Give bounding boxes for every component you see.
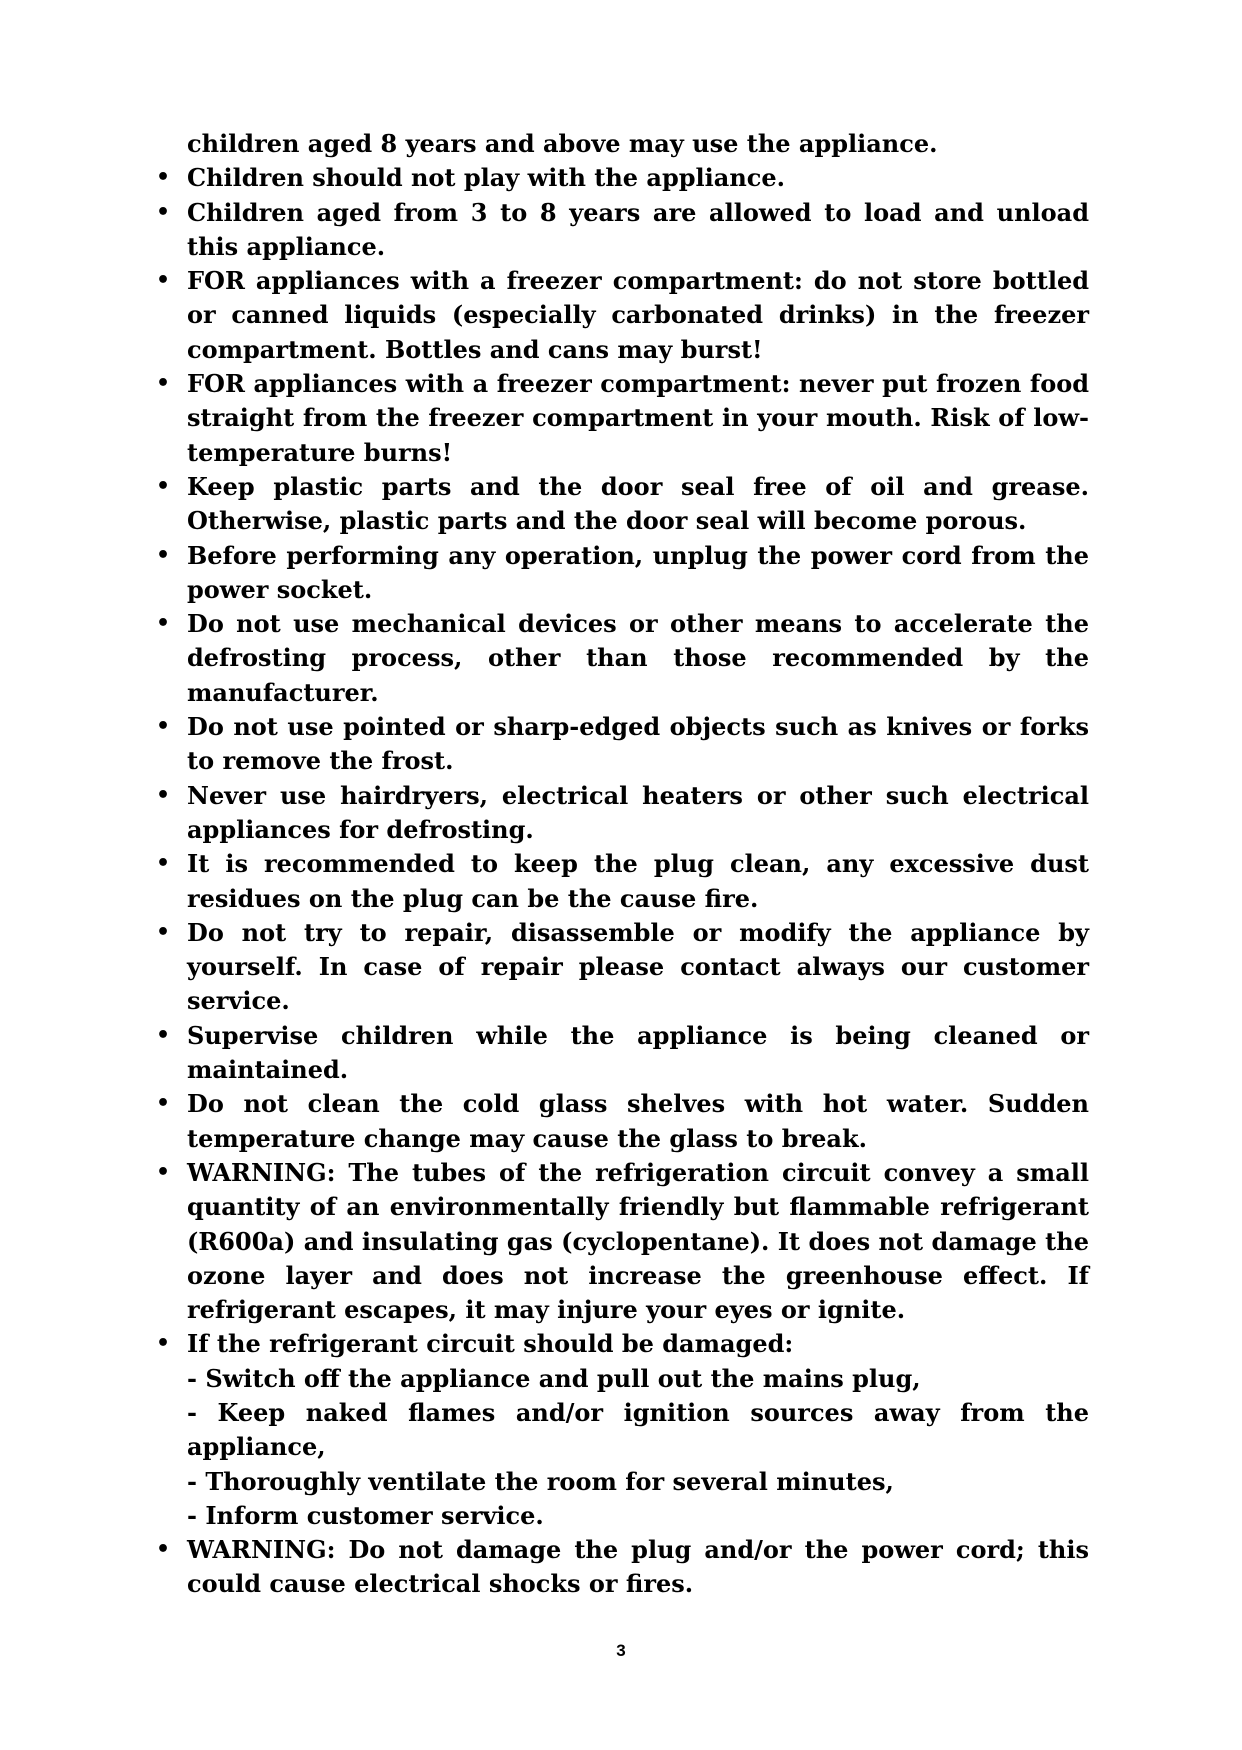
bullet-item [155,1019,1089,1088]
bullet-glyph: • [155,371,171,397]
bullet-glyph: • [155,1022,171,1048]
bullet-text: Supervise children while the appliance is being cleaned or maintained. [187,1020,1089,1085]
bullet-item [155,847,1089,916]
bullet-glyph: • [155,1159,171,1185]
bullet-glyph: • [155,473,171,499]
continuation-text: children aged 8 years and above may use the appliance. [187,129,938,158]
bullet-glyph: • [155,611,171,637]
safety-bullet-list [155,161,1089,1601]
bullet-glyph: • [155,268,171,294]
bullet-item [155,196,1089,265]
bullet-text: It is recommended to keep the plug clean, any excessive dust residues on the plug can be the cause fire. [187,849,1089,913]
bullet-item [155,916,1089,1019]
bullet-glyph: • [155,714,171,740]
bullet-text: Children should not play with the appliance. [187,163,786,193]
damaged-circuit-intro: If the refrigerant circuit should be damaged: [187,1329,794,1359]
bullet-text: Do not clean the cold glass shelves with hot water. Sudden temperature change may cause the glass to break. [187,1089,1089,1153]
bullet-text: Do not use mechanical devices or other means to accelerate the defrosting process, other than those recommended by the manufacturer. [187,609,1089,707]
bullet-item [155,779,1089,848]
bullet-text: FOR appliances with a freezer compartment: do not store bottled or canned liquids (especially carbonated drinks) in the freezer compartment. Bottles and cans may burst! [187,266,1089,364]
damaged-circuit-step: - Inform customer service. [187,1500,544,1530]
bullet-item [155,710,1089,779]
bullet-glyph: • [155,919,171,945]
bullet-text: WARNING: The tubes of the refrigeration circuit convey a small quantity of an environmentally friendly but flammable refrigerant (R600a) and insulating gas (cyclopentane). It does not damage the ozone layer and does not increase the greenhouse effect. If refrigerant escapes, it may injure your eyes or ignite. [187,1157,1089,1325]
bullet-glyph: • [155,1091,171,1117]
bullet-item [155,161,1089,195]
bullet-item [155,539,1089,608]
bullet-text: Before performing any operation, unplug the power cord from the power socket. [187,540,1089,604]
bullet-item-damaged-circuit [155,1327,1089,1533]
bullet-glyph: • [155,782,171,808]
page-number: 3 [616,1641,626,1660]
bullet-text: Do not use pointed or sharp-edged objects such as knives or forks to remove the frost. [187,712,1089,776]
bullet-text: FOR appliances with a freezer compartment: never put frozen food straight from the freezer compartment in your mouth. Risk of low-temperature burns! [187,369,1089,467]
bullet-item [155,1156,1089,1327]
bullet-text: Do not try to repair, disassemble or modify the appliance by yourself. In case of repair please contact always our customer service. [187,917,1089,1016]
bullet-item [155,367,1089,470]
bullet-glyph: • [155,199,171,225]
bullet-glyph: • [155,851,171,877]
bullet-glyph: • [155,1537,171,1563]
safety-instructions [155,127,1089,1602]
damaged-circuit-step: - Keep naked flames and/or ignition sources away from the appliance, [187,1397,1089,1462]
bullet-text: WARNING: Do not damage the plug and/or the power cord; this could cause electrical shocks or fires. [187,1535,1089,1599]
bullet-item [155,470,1089,539]
damaged-circuit-step: - Thoroughly ventilate the room for several minutes, [187,1466,894,1496]
bullet-glyph: • [155,165,171,191]
bullet-text: Children aged from 3 to 8 years are allowed to load and unload this appliance. [187,197,1089,261]
bullet-item [155,264,1089,367]
bullet-item [155,1087,1089,1156]
bullet-text: Keep plastic parts and the door seal free of oil and grease. Otherwise, plastic parts and the door seal will become porous. [187,471,1089,536]
damaged-circuit-step: - Switch off the appliance and pull out the mains plug, [187,1363,921,1393]
bullet-item [155,607,1089,710]
bullet-glyph: • [155,542,171,568]
bullet-glyph: • [155,1331,171,1357]
bullet-item [155,1533,1089,1602]
bullet-text: Never use hairdryers, electrical heaters or other such electrical appliances for defrosting. [187,780,1089,844]
